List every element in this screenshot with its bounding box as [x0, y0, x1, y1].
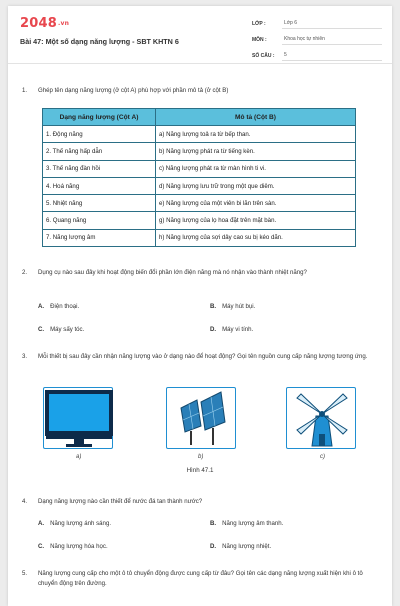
option-text: Máy sấy tóc.: [50, 326, 85, 333]
option-letter: A.: [38, 520, 45, 527]
option-letter: D.: [210, 326, 217, 333]
question-3: [22, 352, 378, 362]
cell-a: 4. Hoá năng: [43, 177, 156, 194]
option-b[interactable]: [210, 520, 370, 527]
option-text: Máy vi tính.: [222, 326, 254, 333]
site-logo[interactable]: [20, 16, 69, 31]
option-text: Năng lượng hóa học.: [50, 543, 108, 550]
question-text: Năng lượng cung cấp cho một ô tô chuyển động được cung cấp từ đâu? Gọi tên các dạng năng lượng xuất hiện khi ô tô chuyển động trên đường.: [38, 570, 363, 587]
question-5: [22, 569, 378, 589]
question-2: [22, 268, 378, 278]
option-text: Máy hút bụi.: [222, 303, 256, 310]
cell-b: g) Năng lượng của lọ hoa đặt trên mặt bàn.: [156, 212, 356, 229]
meta-row-subject: [252, 32, 382, 45]
cell-b: e) Năng lượng của một viên bi lăn trên sàn.: [156, 195, 356, 212]
figure-label-a: a): [76, 454, 82, 460]
meta-value: Khoa học tự nhiên: [282, 36, 382, 45]
cell-a: 7. Năng lượng âm: [43, 229, 156, 246]
cell-a: 1. Động năng: [43, 126, 156, 143]
windmill-icon: [287, 388, 357, 450]
meta-key: LỚP :: [252, 21, 266, 27]
question-1: [22, 86, 378, 96]
question-number: 4.: [22, 498, 28, 505]
meta-info: [252, 16, 382, 64]
solar-panel-icon: [167, 388, 237, 450]
table-row: [43, 229, 356, 246]
computer-monitor-icon: [44, 388, 114, 450]
table-header-row: [43, 109, 356, 126]
cell-b: a) Năng lượng toả ra từ bếp than.: [156, 126, 356, 143]
table-row: [43, 126, 356, 143]
logo-suffix: .vn: [57, 20, 70, 27]
cell-a: 3. Thế năng đàn hồi: [43, 160, 156, 177]
option-letter: B.: [210, 520, 217, 527]
cell-a: 6. Quang năng: [43, 212, 156, 229]
cell-b: c) Năng lượng phát ra từ màn hình ti vi.: [156, 160, 356, 177]
option-a[interactable]: [38, 520, 198, 527]
table-row: [43, 212, 356, 229]
option-text: Năng lượng âm thanh.: [222, 520, 284, 527]
table-row: [43, 195, 356, 212]
column-a-header: Dạng năng lượng (Cột A): [43, 109, 156, 126]
option-text: Năng lượng ánh sáng.: [50, 520, 112, 527]
cell-b: b) Năng lượng phát ra từ tiếng kèn.: [156, 143, 356, 160]
question-number: 1.: [22, 87, 28, 94]
figure-b: [166, 387, 236, 449]
question-number: 3.: [22, 353, 28, 360]
meta-key: MÔN :: [252, 37, 267, 43]
cell-b: h) Năng lượng của sợi dây cao su bị kéo dãn.: [156, 229, 356, 246]
option-text: Năng lượng nhiệt.: [222, 543, 272, 550]
figure-label-b: b): [198, 454, 204, 460]
option-letter: A.: [38, 303, 45, 310]
logo-text: 2048: [20, 16, 57, 31]
question-number: 2.: [22, 269, 28, 276]
figure-a: [43, 387, 113, 449]
cell-b: d) Năng lượng lưu trữ trong một que diêm.: [156, 177, 356, 194]
question-4: [22, 497, 378, 507]
table-row: [43, 143, 356, 160]
option-letter: C.: [38, 543, 45, 550]
option-c[interactable]: [38, 543, 198, 550]
question-text: Ghép tên dạng năng lượng (ở cột A) phù hợp với phần mô tả (ở cột B): [38, 87, 229, 94]
cell-a: 5. Nhiệt năng: [43, 195, 156, 212]
option-d[interactable]: [210, 543, 370, 550]
figure-caption: Hình 47.1: [186, 467, 214, 474]
option-c[interactable]: [38, 326, 198, 333]
question-text: Dạng năng lượng nào cần thiết để nước đá tan thành nước?: [38, 498, 203, 505]
matching-table: [42, 108, 356, 247]
option-text: Điện thoại.: [50, 303, 80, 310]
figure-c: [286, 387, 356, 449]
meta-key: SỐ CÂU :: [252, 53, 275, 59]
option-d[interactable]: [210, 326, 370, 333]
worksheet-page: [8, 6, 392, 606]
meta-value: Lớp 6: [282, 20, 382, 29]
option-a[interactable]: [38, 303, 198, 310]
meta-row-grade: [252, 16, 382, 29]
worksheet-header: [8, 6, 392, 64]
meta-row-count: [252, 48, 382, 61]
option-letter: B.: [210, 303, 217, 310]
cell-a: 2. Thế năng hấp dẫn: [43, 143, 156, 160]
question-number: 5.: [22, 570, 28, 577]
table-row: [43, 177, 356, 194]
question-text: Dụng cụ nào sau đây khi hoạt động biến đổi phần lớn điện năng mà nó nhận vào thành nhiệt năng?: [38, 269, 307, 276]
option-letter: C.: [38, 326, 45, 333]
option-letter: D.: [210, 543, 217, 550]
meta-value: 5: [282, 52, 382, 61]
column-b-header: Mô tả (Cột B): [156, 109, 356, 126]
table-row: [43, 160, 356, 177]
question-text: Mỗi thiết bị sau đây cần nhận năng lượng vào ở dạng nào để hoạt động? Gọi tên nguồn cung cấp năng lượng tương ứng.: [38, 353, 368, 360]
option-b[interactable]: [210, 303, 370, 310]
figure-label-c: c): [320, 454, 325, 460]
document-title: Bài 47: Một số dạng năng lượng - SBT KHTN 6: [20, 37, 179, 46]
